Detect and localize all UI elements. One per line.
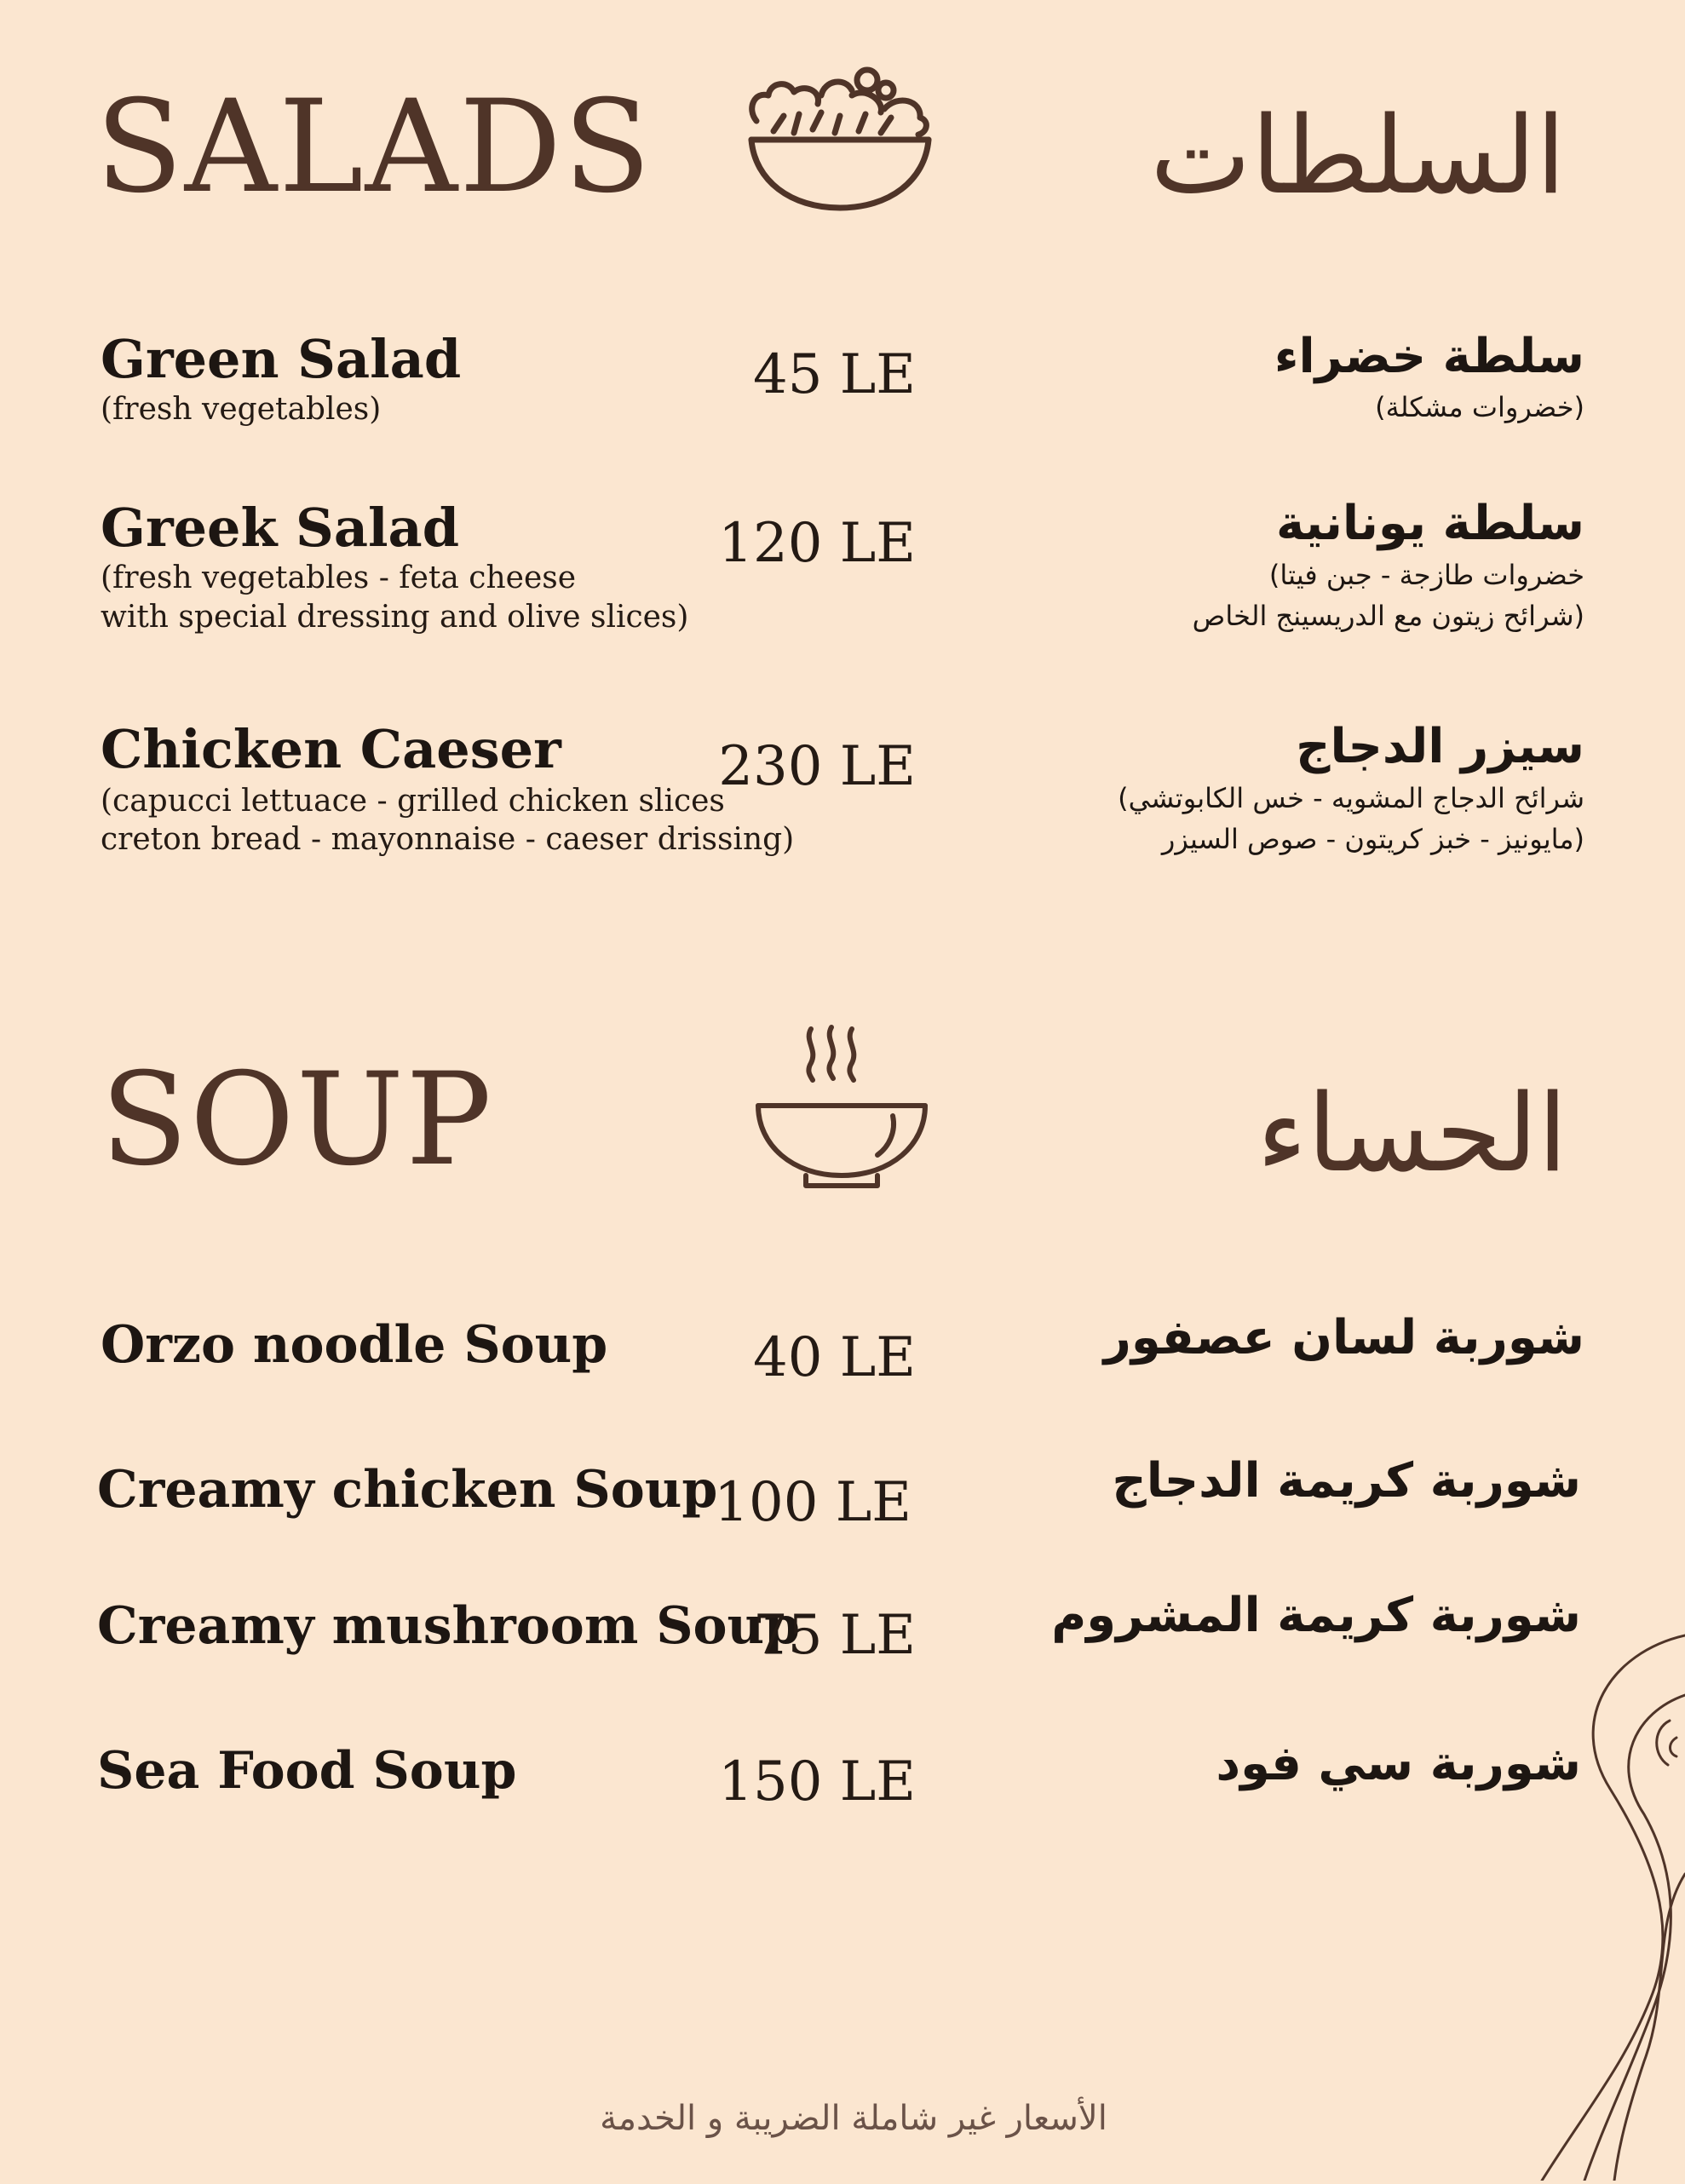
soup-item-price: 150 LE xyxy=(718,1750,916,1813)
soup-title-en: SOUP xyxy=(101,1046,494,1194)
soup-item-name-ar: شوربة كريمة الدجاج xyxy=(1112,1453,1581,1509)
salad-item-desc: (fresh vegetables) xyxy=(101,392,382,427)
salad-item-name-ar: سلطة يونانية xyxy=(1276,496,1584,551)
salad-item-name: Greek Salad xyxy=(101,497,460,559)
salad-item-desc-ar: شرائح الدجاج المشويه - خس الكابوتشي) xyxy=(1118,782,1584,814)
salads-title-ar: السلطات xyxy=(1150,93,1566,218)
salad-item-price: 120 LE xyxy=(718,512,916,575)
salad-item-name: Green Salad xyxy=(101,328,462,390)
salad-item-desc-ar: خضروات طازجة - جبن فيتا) xyxy=(1268,559,1584,591)
soup-item-name: Sea Food Soup xyxy=(97,1741,517,1801)
salad-item-name-ar: سيزر الدجاج xyxy=(1296,719,1584,774)
salad-item-desc-ar: (مايونيز - خبز كريتون - صوص السيزر xyxy=(1161,823,1584,855)
salad-item-desc-ar: (خضروات مشكلة) xyxy=(1375,391,1584,423)
salad-item-price: 45 LE xyxy=(753,343,916,406)
salad-item-desc-ar: (شرائح زيتون مع الدريسينج الخاص xyxy=(1192,600,1584,632)
salad-item-desc: (capucci lettuace - grilled chicken slices xyxy=(101,784,725,819)
soup-item-name-ar: شوربة سي فود xyxy=(1216,1736,1581,1791)
soup-item-price: 40 LE xyxy=(753,1326,916,1389)
salad-item-name: Chicken Caeser xyxy=(101,718,561,780)
soup-item-name: Creamy chicken Soup xyxy=(97,1460,718,1520)
footer-tax-note: الأسعار غير شاملة الضريبة و الخدمة xyxy=(600,2099,1107,2138)
soup-item-name: Orzo noodle Soup xyxy=(101,1315,608,1375)
soup-title-ar: الحساء xyxy=(1257,1071,1567,1196)
salad-bowl-icon xyxy=(739,61,940,215)
salad-item-desc: creton bread - mayonnaise - caeser drissing) xyxy=(101,822,795,857)
salad-item-name-ar: سلطة خضراء xyxy=(1274,329,1584,384)
soup-item-price: 100 LE xyxy=(714,1471,912,1534)
salad-item-price: 230 LE xyxy=(718,735,916,798)
salads-title-en: SALADS xyxy=(95,73,653,221)
soup-item-name-ar: شوربة لسان عصفور xyxy=(1103,1310,1584,1365)
decorative-wave-lines xyxy=(1397,1618,1685,2184)
soup-item-name-ar: شوربة كريمة المشروم xyxy=(1051,1588,1581,1643)
salad-item-desc: (fresh vegetables - feta cheese xyxy=(101,560,577,595)
soup-item-name: Creamy mushroom Soup xyxy=(97,1596,801,1656)
soup-bowl-icon xyxy=(750,1022,937,1193)
soup-item-price: 75 LE xyxy=(753,1604,916,1667)
salad-item-desc: with special dressing and olive slices) xyxy=(101,600,689,635)
